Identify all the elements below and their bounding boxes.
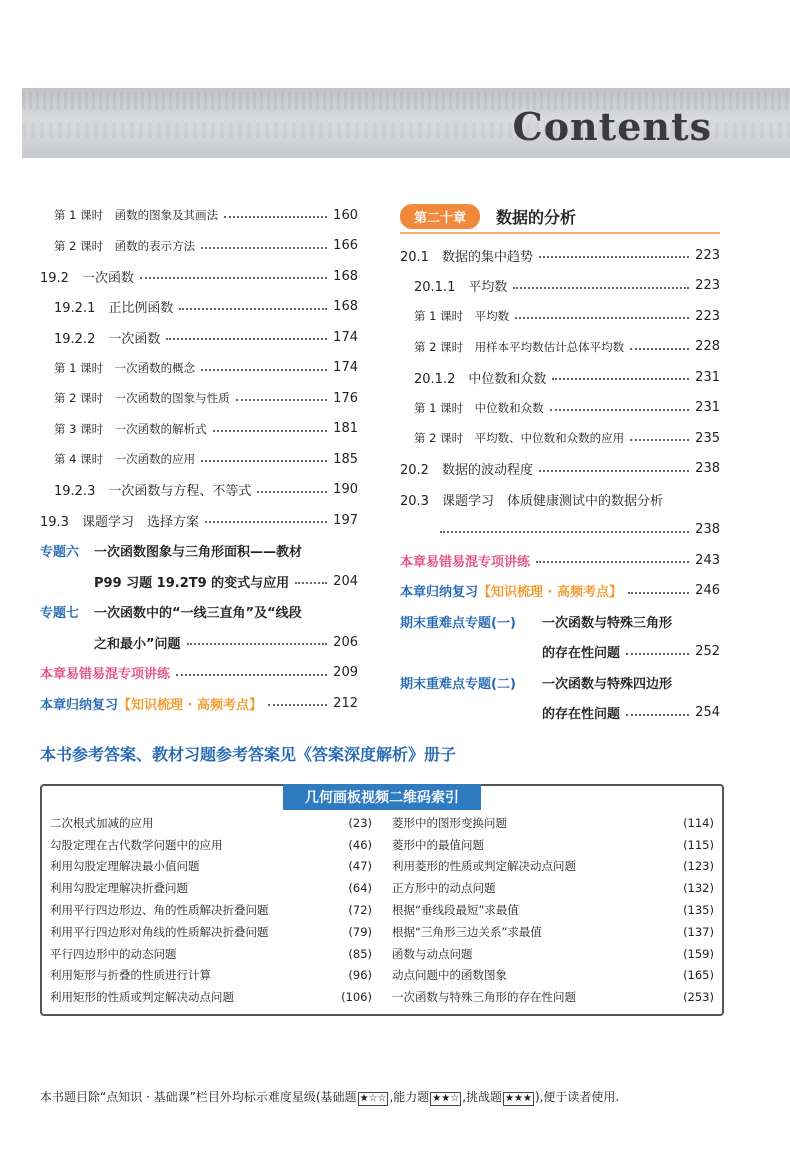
dot-leader (257, 491, 327, 493)
difficulty-note-mid2: ,挑战题 (462, 1090, 503, 1104)
toc-final-topic-2[interactable] (400, 667, 720, 698)
dot-leader (236, 399, 328, 401)
page-number: 235 (695, 430, 720, 446)
toc-entry-lesson[interactable] (40, 231, 358, 262)
toc-errors-label: 本章易错易混专项讲练 (40, 667, 171, 683)
page-number: 206 (333, 634, 358, 650)
toc-entry-lesson[interactable] (40, 414, 358, 445)
qr-entry-page: (115) (683, 837, 714, 852)
dot-leader (539, 256, 689, 258)
toc-entry-section[interactable] (400, 240, 720, 271)
qr-entry-name: 利用矩形的性质或判定解决动点问题 (50, 990, 234, 1005)
qr-entry-page: (23) (348, 815, 372, 830)
toc-errors-label: 本章易错易混专项讲练 (400, 554, 531, 570)
qr-entry-page: (47) (348, 859, 372, 874)
dot-leader (628, 592, 689, 594)
toc-final-topic-1[interactable] (400, 606, 720, 637)
ability-stars-badge: ★★☆ (432, 1093, 460, 1104)
qr-entry-name: 函数与动点问题 (392, 946, 473, 961)
qr-index-entry[interactable] (392, 965, 714, 987)
toc-entry-label: 19.3 课题学习 选择方案 (40, 514, 199, 530)
toc-review-label: 本章归纳复习 (400, 585, 479, 601)
qr-index-entry[interactable] (50, 877, 372, 899)
qr-entry-page: (64) (348, 881, 372, 896)
challenge-stars-badge: ★★★ (505, 1093, 532, 1104)
toc-section-label: 20.3 课题学习 体质健康测试中的数据分析 (400, 493, 663, 509)
toc-topic-7-cont[interactable] (40, 627, 358, 658)
toc-review-right[interactable] (400, 576, 720, 607)
qr-index-entry[interactable] (392, 812, 714, 834)
qr-entry-page: (135) (683, 903, 714, 918)
toc-review-tag: 【知识梳理 · 高频考点】 (118, 697, 263, 713)
toc-entry-lesson[interactable] (40, 444, 358, 475)
dot-leader (140, 277, 327, 279)
toc-entry-label: 第 2 课时 一次函数的图象与性质 (54, 391, 230, 406)
toc-review[interactable] (40, 688, 358, 719)
dot-leader (630, 348, 689, 350)
qr-entry-page: (79) (348, 924, 372, 939)
chapter-header (400, 200, 720, 234)
qr-entry-name: 利用勾股定理解决最小值问题 (50, 859, 200, 874)
page-number: 223 (695, 308, 720, 324)
page-number: 160 (333, 207, 358, 223)
topic-title: 一次函数中的“一线三直角”及“线段 (94, 606, 302, 622)
qr-entry-name: 平行四边形中的动态问题 (50, 946, 177, 961)
toc-entry-label: 20.1.1 平均数 (414, 280, 508, 296)
final-topic-title-cont: 的存在性问题 (542, 646, 621, 662)
page-number: 238 (695, 461, 720, 477)
qr-entry-name: 一次函数与特殊三角形的存在性问题 (392, 990, 576, 1005)
qr-index-entry[interactable] (50, 812, 372, 834)
qr-index-entry[interactable] (392, 921, 714, 943)
toc-entry-lesson[interactable] (400, 423, 720, 454)
difficulty-note-mid1: ,能力题 (389, 1090, 430, 1104)
dot-leader (166, 338, 327, 340)
page-number: 204 (333, 573, 358, 589)
toc-final-topic-2-cont[interactable] (400, 698, 720, 729)
toc-section-20-3-cont[interactable] (400, 515, 720, 546)
qr-entry-page: (253) (683, 990, 714, 1005)
page-number: 228 (695, 339, 720, 355)
qr-entry-page: (46) (348, 837, 372, 852)
qr-entry-page: (159) (683, 946, 714, 961)
topic-title-cont: 之和最小”问题 (94, 636, 181, 652)
toc-entry-subsection[interactable] (400, 362, 720, 393)
qr-entry-name: 根据“垂线段最短”求最值 (392, 903, 519, 918)
dot-leader (201, 460, 327, 462)
toc-entry-lesson[interactable] (40, 383, 358, 414)
dot-leader (626, 714, 689, 716)
chapter-tag: 第二十章 (400, 204, 480, 229)
dot-leader (201, 369, 327, 371)
toc-entry-label: 第 4 课时 一次函数的应用 (54, 452, 196, 467)
qr-entry-page: (132) (683, 881, 714, 896)
difficulty-note-prefix: 本书题目除“点知识 · 基础课”栏目外均标示难度星级(基础题 (40, 1090, 357, 1104)
dot-leader (295, 582, 327, 584)
difficulty-note-suffix: ),便于读者使用. (534, 1090, 620, 1104)
topic-title-cont: P99 习题 19.2T9 的变式与应用 (94, 575, 290, 591)
toc-review-tag: 【知识梳理 · 高频考点】 (478, 585, 623, 601)
toc-review-label: 本章归纳复习 (40, 697, 119, 713)
toc-topic-6[interactable] (40, 536, 358, 567)
toc-entry-section[interactable] (400, 454, 720, 485)
page-number: 209 (333, 665, 358, 681)
toc-entry-label: 第 1 课时 平均数 (414, 309, 510, 324)
qr-index-entry[interactable] (50, 856, 372, 878)
qr-index-entry[interactable] (50, 986, 372, 1008)
qr-entry-name: 正方形中的动点问题 (392, 881, 496, 896)
qr-entry-name: 勾股定理在古代数学问题中的应用 (50, 837, 223, 852)
page-number: 197 (333, 512, 358, 528)
qr-entry-name: 动点问题中的函数图象 (392, 968, 507, 983)
final-topic-title: 一次函数与特殊三角形 (542, 615, 673, 631)
page-number: 166 (333, 238, 358, 254)
dot-leader (187, 643, 328, 645)
qr-entry-page: (72) (348, 903, 372, 918)
qr-entry-name: 利用平行四边形边、角的性质解决折叠问题 (50, 903, 269, 918)
dot-leader (515, 317, 689, 319)
toc-entry-label: 第 1 课时 中位数和众数 (414, 400, 544, 415)
page-number: 238 (695, 522, 720, 538)
qr-index-entry[interactable] (392, 899, 714, 921)
qr-entry-name: 利用平行四边形对角线的性质解决折叠问题 (50, 924, 269, 939)
qr-entry-page: (96) (348, 968, 372, 983)
toc-topic-7[interactable] (40, 597, 358, 628)
page-number: 231 (695, 369, 720, 385)
toc-entry-subsection[interactable] (40, 475, 358, 506)
page-number: 176 (333, 390, 358, 406)
toc-entry-label: 20.2 数据的波动程度 (400, 463, 533, 479)
toc-entry-lesson[interactable] (400, 301, 720, 332)
final-topic-label: 期末重难点专题(二) (400, 676, 516, 692)
toc-entry-subsection[interactable] (40, 322, 358, 353)
qr-index-entry[interactable] (392, 943, 714, 965)
toc-entry-section[interactable] (40, 261, 358, 292)
toc-entry-lesson[interactable] (400, 393, 720, 424)
qr-index-entry[interactable] (50, 921, 372, 943)
qr-entry-name: 根据“三角形三边关系”求最值 (392, 924, 542, 939)
toc-entry-subsection[interactable] (400, 271, 720, 302)
toc-entry-label: 第 2 课时 函数的表示方法 (54, 238, 196, 253)
qr-index-box (40, 784, 724, 1016)
toc-entry-label: 第 3 课时 一次函数的解析式 (54, 421, 207, 436)
toc-entry-label: 第 1 课时 函数的图象及其画法 (54, 208, 219, 223)
qr-index-entry[interactable] (50, 834, 372, 856)
qr-index-entry[interactable] (392, 856, 714, 878)
toc-entry-label: 19.2.3 一次函数与方程、不等式 (54, 484, 252, 500)
dot-leader (205, 521, 327, 523)
qr-entry-page: (165) (683, 968, 714, 983)
dot-leader (552, 378, 689, 380)
qr-entry-page: (114) (683, 815, 714, 830)
dot-leader (536, 561, 689, 563)
dot-leader (176, 674, 327, 676)
qr-index-left-column (50, 812, 372, 1006)
dot-leader (539, 470, 689, 472)
page-number: 246 (695, 583, 720, 599)
toc-entry-lesson[interactable] (40, 200, 358, 231)
dot-leader (626, 653, 689, 655)
toc-entry-label: 20.1 数据的集中趋势 (400, 249, 533, 265)
qr-index-entry[interactable] (392, 986, 714, 1008)
page-number: 168 (333, 268, 358, 284)
page-number: 223 (695, 278, 720, 294)
dot-leader (224, 216, 327, 218)
qr-index-entry[interactable] (50, 899, 372, 921)
page-number: 223 (695, 247, 720, 263)
toc-right-column (400, 200, 720, 728)
qr-entry-name: 菱形中的最值问题 (392, 837, 484, 852)
page-number: 168 (333, 299, 358, 315)
qr-index-right-column (392, 812, 714, 1006)
toc-left-column (40, 200, 358, 719)
toc-entry-subsection[interactable] (40, 292, 358, 323)
qr-entry-name: 利用菱形的性质或判定解决动点问题 (392, 859, 576, 874)
chapter-name: 数据的分析 (496, 207, 577, 227)
toc-entry-label: 第 2 课时 用样本平均数估计总体平均数 (414, 339, 625, 354)
difficulty-note (40, 1088, 619, 1106)
dot-leader (550, 409, 690, 411)
page-number: 190 (333, 482, 358, 498)
page-number: 254 (695, 705, 720, 721)
dot-leader (201, 247, 327, 249)
page-number: 252 (695, 644, 720, 660)
page-number: 181 (333, 421, 358, 437)
page-title: Contents (512, 104, 712, 149)
basic-stars-badge: ★☆☆ (359, 1093, 387, 1104)
qr-index-entry[interactable] (392, 877, 714, 899)
toc-errors-right[interactable] (400, 545, 720, 576)
toc-entry-label: 第 2 课时 平均数、中位数和众数的应用 (414, 431, 625, 446)
qr-entry-name: 菱形中的图形变换问题 (392, 815, 507, 830)
final-topic-title-cont: 的存在性问题 (542, 707, 621, 723)
toc-entry-section[interactable] (40, 505, 358, 536)
page-number: 185 (333, 451, 358, 467)
qr-entry-page: (106) (341, 990, 372, 1005)
toc-entry-label: 19.2.1 正比例函数 (54, 301, 174, 317)
page-number: 243 (695, 552, 720, 568)
qr-entry-page: (123) (683, 859, 714, 874)
topic-title: 一次函数图象与三角形面积——教材 (94, 545, 303, 561)
answers-note: 本书参考答案、教材习题参考答案见《答案深度解析》册子 (40, 745, 457, 764)
qr-index-entry[interactable] (50, 943, 372, 965)
dot-leader (440, 531, 689, 533)
toc-entry-label: 19.2 一次函数 (40, 270, 134, 286)
page-number: 174 (333, 360, 358, 376)
page-number: 212 (333, 695, 358, 711)
qr-entry-page: (85) (348, 946, 372, 961)
dot-leader (268, 704, 327, 706)
qr-index-entry[interactable] (50, 965, 372, 987)
qr-index-title: 几何画板视频二维码索引 (283, 784, 481, 810)
topic-label: 专题六 (40, 545, 80, 561)
qr-entry-name: 利用勾股定理解决折叠问题 (50, 881, 188, 896)
dot-leader (513, 287, 689, 289)
page-number: 174 (333, 329, 358, 345)
toc-final-topic-1-cont[interactable] (400, 637, 720, 668)
topic-label: 专题七 (40, 606, 80, 622)
toc-errors[interactable] (40, 658, 358, 689)
dot-leader (630, 439, 689, 441)
final-topic-label: 期末重难点专题(一) (400, 615, 516, 631)
toc-section-20-3[interactable] (400, 484, 720, 515)
toc-entry-label: 19.2.2 一次函数 (54, 331, 161, 347)
toc-entry-label: 20.1.2 中位数和众数 (414, 371, 547, 387)
toc-entry-lesson[interactable] (400, 332, 720, 363)
qr-entry-name: 二次根式加减的应用 (50, 815, 154, 830)
qr-entry-name: 利用矩形与折叠的性质进行计算 (50, 968, 211, 983)
qr-entry-page: (137) (683, 924, 714, 939)
toc-entry-label: 第 1 课时 一次函数的概念 (54, 360, 196, 375)
toc-topic-6-cont[interactable] (40, 566, 358, 597)
final-topic-title: 一次函数与特殊四边形 (542, 676, 673, 692)
dot-leader (179, 308, 327, 310)
qr-index-entry[interactable] (392, 834, 714, 856)
dot-leader (213, 430, 328, 432)
toc-entry-lesson[interactable] (40, 353, 358, 384)
page-number: 231 (695, 400, 720, 416)
